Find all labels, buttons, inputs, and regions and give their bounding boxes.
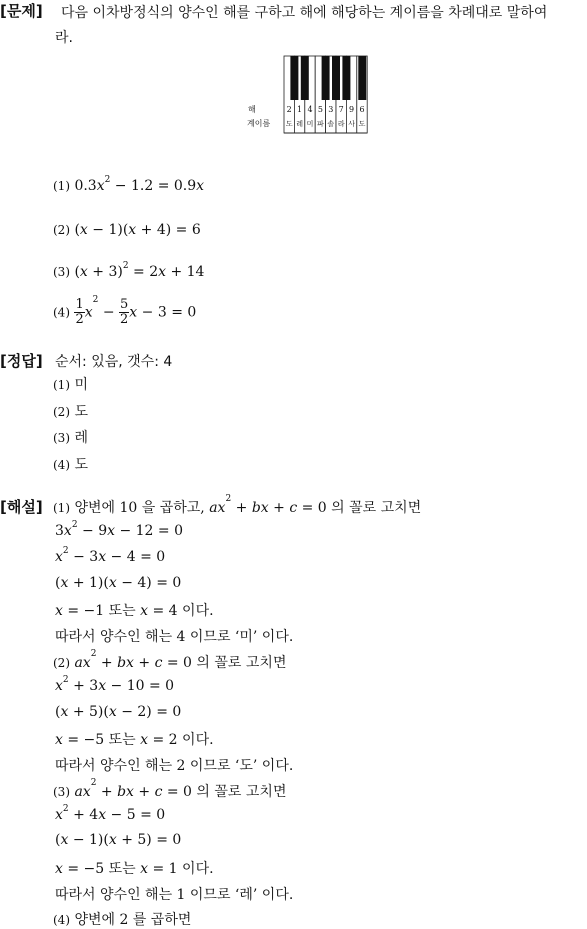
piano-row-label-note: 계이름 (247, 119, 271, 128)
explanation-line: (x + 5)(x − 2) = 0 (55, 704, 182, 720)
explanation-line: x = −1 또는 x = 4 이다. (55, 603, 214, 619)
answer-item-value: 레 (74, 430, 88, 446)
explanation-line: x = −5 또는 x = 1 이다. (55, 861, 214, 877)
key-note: 도 (285, 120, 293, 128)
black-key (301, 56, 309, 100)
step-label: (2) (53, 656, 70, 670)
key-number: 4 (307, 105, 313, 114)
answer-tag: [정답] (0, 352, 43, 370)
explanation-line: $x^2 + 4x - 5 = 0$ (55, 804, 166, 823)
key-number: 7 (338, 105, 344, 114)
key-note: 레 (296, 120, 303, 128)
explanation-line: 따라서 양수인 해는 4 이므로 ‘미’ 이다. (55, 629, 294, 645)
equation-label: (3) (53, 265, 70, 279)
step-label: (1) (53, 501, 70, 515)
explanation-line: (4) 양변에 2 를 곱하면 (53, 912, 192, 928)
explanation-line: (2) $ax^2$ + bx + c = 0 의 꼴로 고치면 (53, 649, 287, 671)
step-label: (4) (53, 913, 70, 927)
black-key (358, 56, 366, 100)
answer-item-1 (53, 374, 88, 394)
key-note: 미 (306, 120, 314, 128)
equation-4: (4) $\frac{1}{2}$ $x^2$ − $\frac{5}{2}$ x − 3 = 0 (53, 295, 197, 327)
black-key (322, 56, 330, 100)
answer-item-3 (53, 427, 88, 447)
problem-text-line1: 다음 이차방정식의 양수인 해를 구하고 해에 해당하는 계이름을 차례대로 말하여 (61, 5, 548, 21)
answer-item-label: (2) (53, 405, 70, 419)
piano-row-label-solution: 해 (248, 105, 256, 114)
answer-item-value: 도 (74, 457, 88, 473)
key-number: 5 (317, 105, 323, 114)
problem-text-line2: 라. (55, 30, 73, 46)
answer-summary: 순서: 있음, 갯수: 4 (55, 354, 173, 370)
key-note: 솔 (327, 120, 335, 128)
key-note: 파 (317, 120, 324, 128)
explanation-line: (x − 1)(x + 5) = 0 (55, 832, 182, 848)
equation-label: (2) (53, 223, 70, 237)
answer-item-value: 도 (74, 404, 88, 420)
explanation-line: 따라서 양수인 해는 2 이므로 ‘도’ 이다. (55, 758, 294, 774)
key-note: 사 (348, 120, 355, 128)
answer-item-2 (53, 401, 88, 421)
explanation-line: $x^2 - 3x - 4 = 0$ (55, 546, 166, 565)
explanation-line: x = −5 또는 x = 2 이다. (55, 732, 214, 748)
key-number: 1 (297, 105, 303, 114)
key-number: 3 (328, 105, 334, 114)
answer-item-label: (4) (53, 458, 70, 472)
explanation-line: $x^2 + 3x - 10 = 0$ (55, 675, 175, 694)
answer-item-4 (53, 454, 88, 474)
explanation-line: (1) 양변에 10 을 곱하고, $ax^2$ + bx + c = 0 의 꼴로 고치면 (53, 494, 422, 516)
explanation-line: $3x^2 - 9x - 12 = 0$ (55, 520, 183, 539)
black-key (290, 56, 298, 100)
key-number: 6 (359, 105, 365, 114)
black-key (332, 56, 340, 100)
equation-label: (4) (53, 305, 70, 320)
key-note: 라 (337, 120, 345, 128)
explanation-line: 따라서 양수인 해는 1 이므로 ‘레’ 이다. (55, 887, 294, 903)
key-number: 2 (286, 105, 292, 114)
black-key (342, 56, 350, 100)
answer-item-label: (3) (53, 431, 70, 445)
problem-tag: [문제] (0, 2, 43, 20)
step-label: (3) (53, 785, 70, 799)
equation-label: (1) (53, 179, 70, 193)
answer-item-label: (1) (53, 378, 70, 392)
equation-1: (1) $0.3x^2 - 1.2 = 0.9x$ (53, 175, 205, 194)
explanation-line: (3) $ax^2$ + bx + c = 0 의 꼴로 고치면 (53, 778, 287, 800)
key-number: 9 (349, 105, 355, 114)
explanation-tag: [해설] (0, 498, 43, 516)
equation-3: (3) $(x + 3)^2 = 2x + 14$ (53, 261, 205, 280)
answer-item-value: 미 (74, 377, 88, 393)
explanation-line: (x + 1)(x − 4) = 0 (55, 575, 182, 591)
key-note: 도 (358, 120, 366, 128)
equation-2: (2) (x − 1)(x + 4) = 6 (53, 222, 201, 238)
